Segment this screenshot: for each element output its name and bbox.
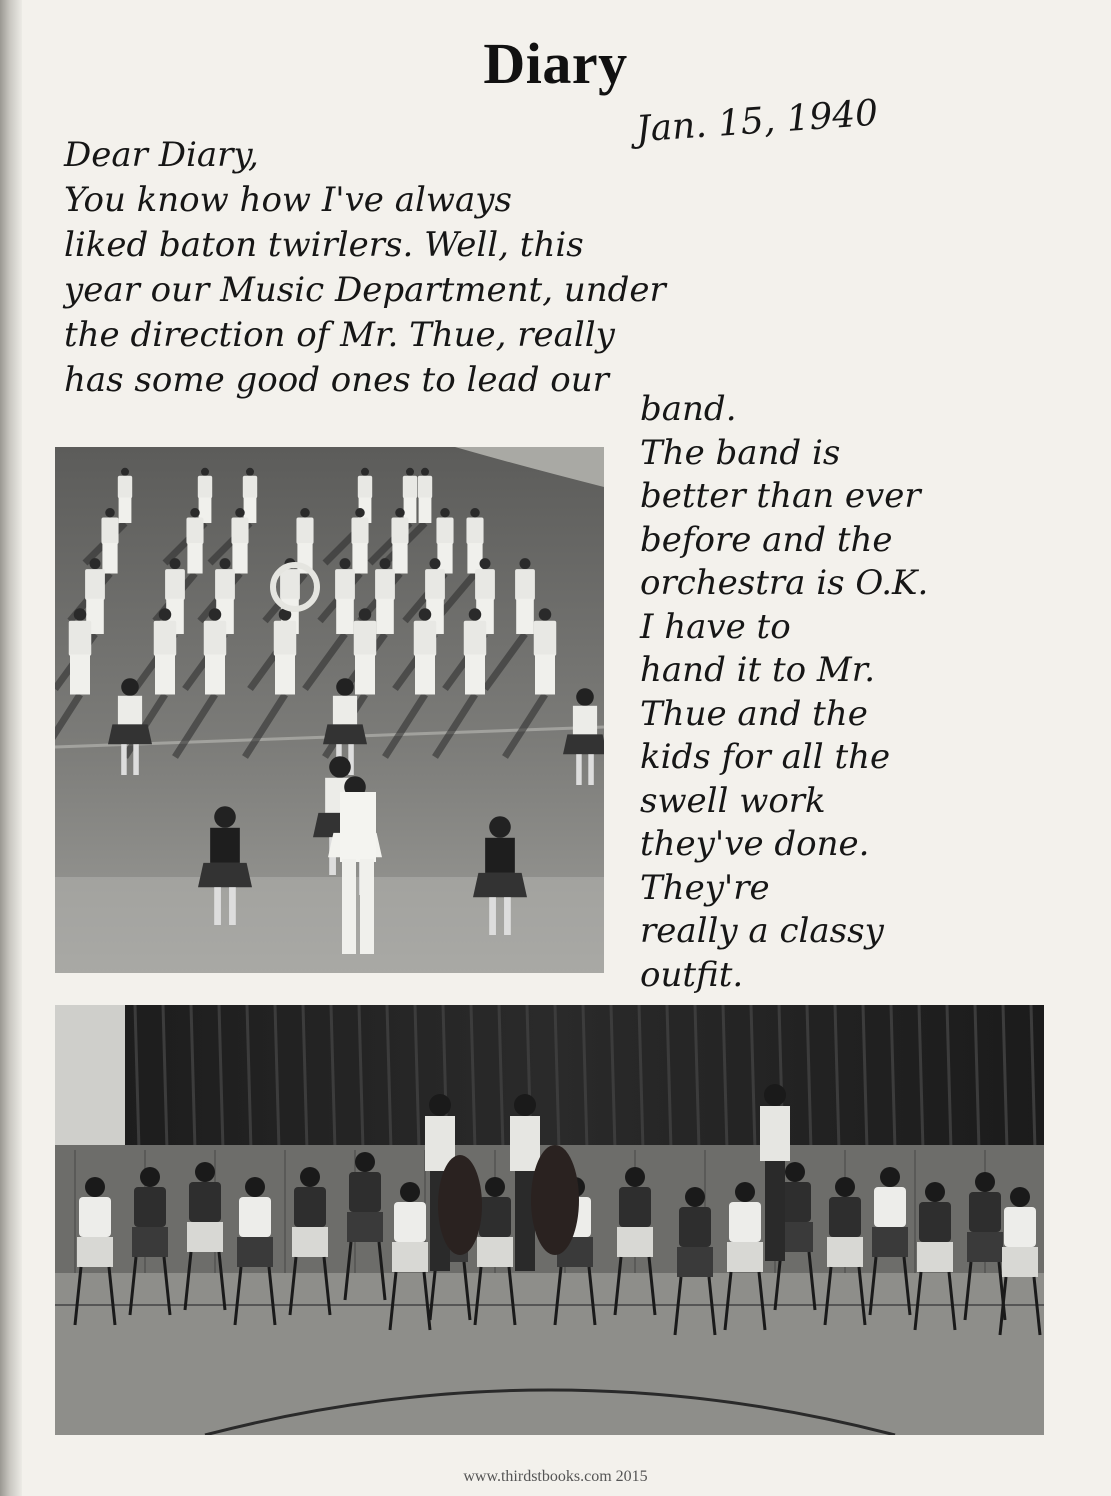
diary-line: has some good ones to lead our [64,360,609,400]
band-photo [55,447,604,973]
diary-line: year our Music Department, under [64,270,666,310]
diary-line: kids for all the [640,737,891,777]
diary-side-text [640,389,929,1001]
diary-line: band. [640,389,737,429]
diary-line: outfit. [640,954,744,995]
orchestra-photo-icon [55,1005,1044,1435]
diary-line: before and the [640,519,893,560]
diary-line: orchestra is O.K. [640,563,929,603]
diary-line: You know how I've always [64,180,512,220]
footer-watermark: www.thirdstbooks.com 2015 [463,1468,648,1485]
diary-line: they've done. [640,824,870,864]
orchestra-photo [55,1005,1044,1435]
band-photo-icon [55,447,604,973]
diary-line: Dear Diary, [64,135,259,175]
diary-upper-text [64,135,666,408]
book-gutter-shadow [0,0,22,1496]
diary-line: I have to [640,606,791,647]
diary-date: Jan. 15, 1940 [634,92,880,151]
diary-line: really a classy [640,911,884,951]
diary-line: The band is [640,432,841,473]
diary-line: Thue and the [640,693,868,734]
diary-line: liked baton twirlers. Well, this [64,225,584,265]
diary-line: the direction of Mr. Thue, really [64,315,615,355]
page-title: Diary [483,31,628,96]
diary-line: They're [640,867,770,908]
diary-line: swell work [640,780,826,821]
diary-line: better than ever [640,476,921,516]
diary-line: hand it to Mr. [640,650,876,690]
